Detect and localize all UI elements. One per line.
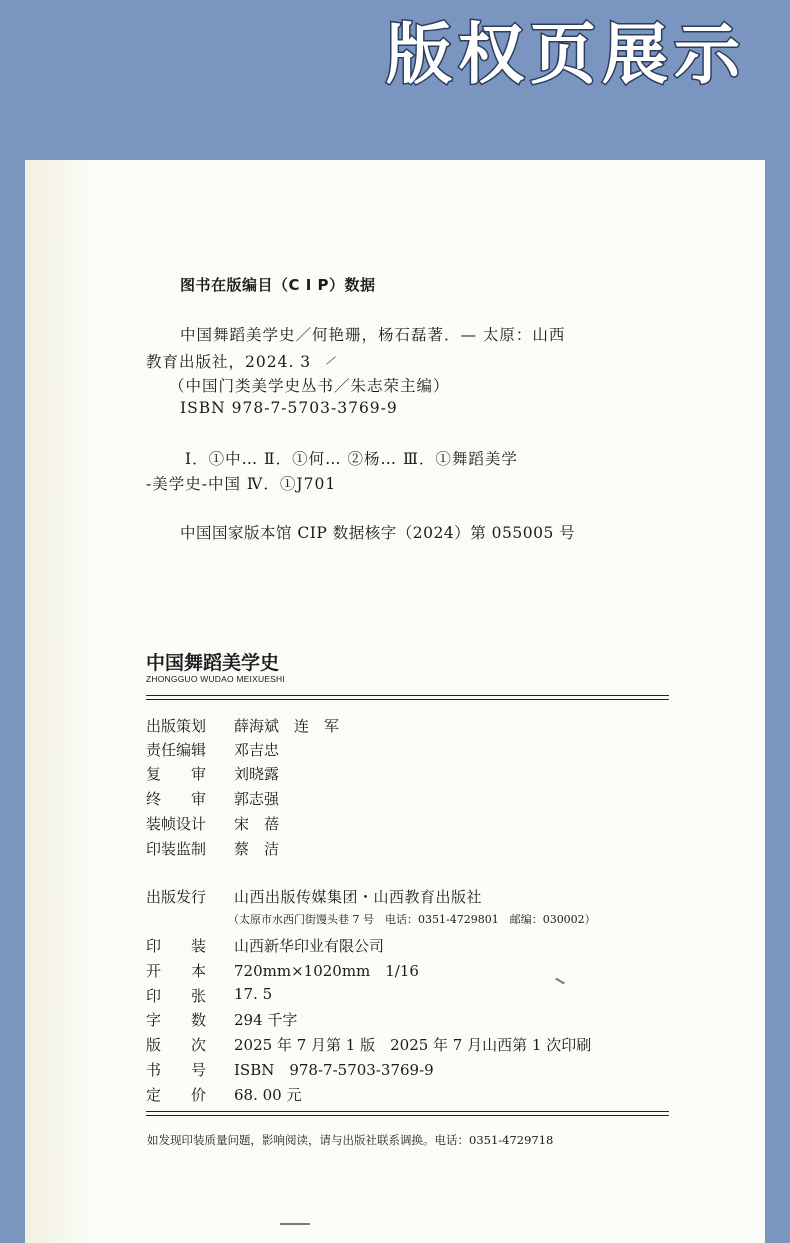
publisher-address: （太原市水西门街馒头巷 7 号 电话：0351-4729801 邮编：030002） — [228, 913, 596, 926]
credit-value: 薛海斌 连 军 — [234, 717, 340, 735]
spec-value: 山西新华印业有限公司 — [234, 937, 385, 955]
credit-label: 复 审 — [146, 765, 207, 783]
spec-value: 68. 00 元 — [234, 1086, 302, 1104]
spec-label: 印 装 — [146, 937, 207, 955]
credit-value: 邓吉忠 — [234, 741, 280, 759]
spec-value: 17. 5 — [234, 985, 273, 1003]
ink-speck — [280, 1223, 310, 1225]
spec-value: 2025 年 7 月第 1 版 2025 年 7 月山西第 1 次印刷 — [234, 1036, 592, 1054]
credit-label: 装帧设计 — [146, 815, 207, 833]
spec-label: 版 次 — [146, 1036, 207, 1054]
footer-note: 如发现印装质量问题，影响阅读，请与出版社联系调换。电话：0351-4729718 — [147, 1133, 554, 1147]
credit-label: 出版策划 — [146, 717, 207, 735]
book-pinyin: ZHONGGUO WUDAO MEIXUESHI — [146, 674, 285, 684]
spec-label: 定 价 — [146, 1086, 207, 1104]
bottom-double-rule — [146, 1111, 669, 1116]
cip-line-3: （中国门类美学史丛书／朱志荣主编） — [169, 377, 450, 395]
credit-value: 郭志强 — [234, 790, 280, 808]
cip-isbn: ISBN 978-7-5703-3769-9 — [180, 399, 398, 417]
credit-value: 宋 蓓 — [234, 815, 280, 833]
copyright-page — [25, 160, 765, 1243]
spec-value: 720mm×1020mm 1/16 — [234, 962, 419, 980]
spec-label: 字 数 — [146, 1011, 207, 1029]
credit-value: 刘晓露 — [234, 765, 280, 783]
spec-value: 294 千字 — [234, 1011, 298, 1029]
credit-value: 蔡 洁 — [234, 840, 280, 858]
credit-label: 责任编辑 — [146, 741, 207, 759]
cip-classification-2: -美学史-中国 Ⅳ．①J701 — [146, 475, 337, 493]
spec-label: 印 张 — [146, 987, 207, 1005]
cip-classification-1: Ⅰ．①中… Ⅱ．①何… ②杨… Ⅲ．①舞蹈美学 — [185, 450, 518, 468]
page-edge-shading — [25, 160, 93, 1243]
spec-value: ISBN 978-7-5703-3769-9 — [234, 1061, 434, 1079]
ink-speck — [555, 978, 565, 985]
credit-label: 终 审 — [146, 790, 207, 808]
cip-record-number: 中国国家版本馆 CIP 数据核字（2024）第 055005 号 — [180, 524, 576, 542]
cip-heading: 图书在版编目（C I P）数据 — [180, 276, 376, 294]
banner-title: 版权页展示 — [386, 16, 746, 93]
ink-speck — [326, 356, 336, 364]
publisher-name: 山西出版传媒集团・山西教育出版社 — [234, 888, 483, 906]
top-double-rule — [146, 695, 669, 700]
credit-label: 印装监制 — [146, 840, 207, 858]
book-title: 中国舞蹈美学史 — [146, 652, 280, 674]
publisher-label: 出版发行 — [146, 888, 207, 906]
spec-label: 书 号 — [146, 1061, 207, 1079]
cip-line-2: 教育出版社，2024. 3 — [146, 353, 312, 371]
cip-line-1: 中国舞蹈美学史／何艳珊，杨石磊著．— 太原：山西 — [180, 326, 566, 344]
spec-label: 开 本 — [146, 962, 207, 980]
